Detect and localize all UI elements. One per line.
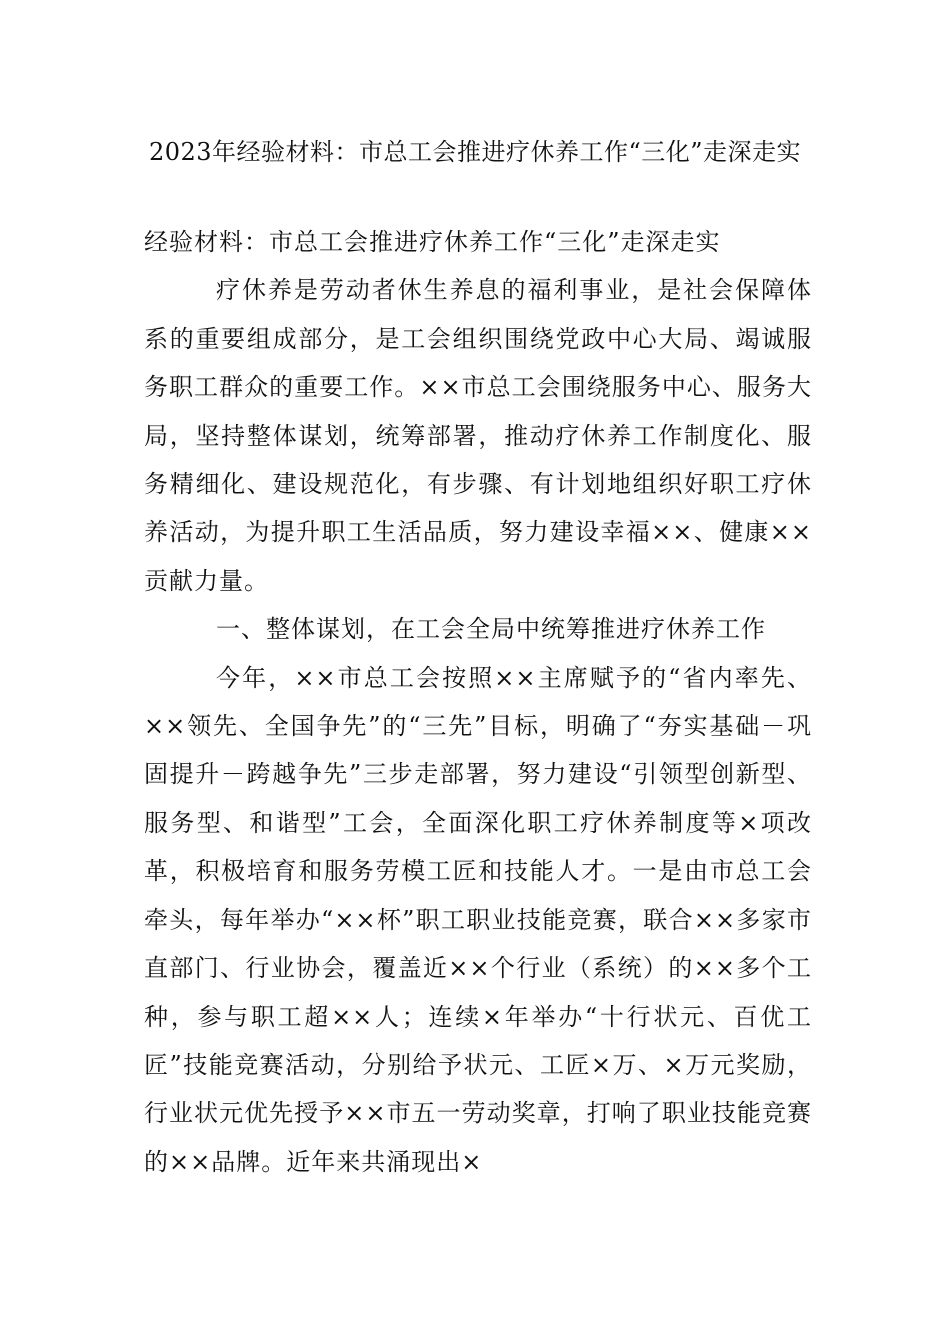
section-heading-1: 一、整体谋划，在工会全局中统筹推进疗休养工作 bbox=[216, 615, 766, 644]
document-title: 2023年经验材料：市总工会推进疗休养工作“三化”走深走实 bbox=[148, 138, 802, 166]
paragraph-section-1: 今年，××市总工会按照××主席赋予的“省内率先、××领先、全国争先”的“三先”目标，明确了“夯实基础－巩固提升－跨越争先”三步走部署，努力建设“引领型创新型、服务型、和谐型”工会，全面深化职工疗休养制度等×项改革，积极培育和服务劳模工匠和技能人才。一是由市总工会牵头，每年举办“××杯”职工职业技能竞赛，联合××多家市直部门、行业协会，覆盖近××个行业（系统）的××多个工种，参与职工超××人；连续×年举办“十行状元、百优工匠”技能竞赛活动，分别给予状元、工匠×万、×万元奖励，行业状元优先授予××市五一劳动奖章，打响了职业技能竞赛的××品牌。近年来共涌现出× bbox=[144, 663, 812, 1176]
document-body bbox=[144, 218, 812, 1186]
document-subtitle: 经验材料：市总工会推进疗休养工作“三化”走深走实 bbox=[144, 228, 721, 256]
paragraph-intro: 疗休养是劳动者休生养息的福利事业，是社会保障体系的重要组成部分，是工会组织围绕党政中心大局、竭诚服务职工群众的重要工作。××市总工会围绕服务中心、服务大局，坚持整体谋划，统筹部署，推动疗休养工作制度化、服务精细化、建设规范化，有步骤、有计划地组织好职工疗休养活动，为提升职工生活品质，努力建设幸福××、健康××贡献力量。 bbox=[144, 276, 812, 595]
